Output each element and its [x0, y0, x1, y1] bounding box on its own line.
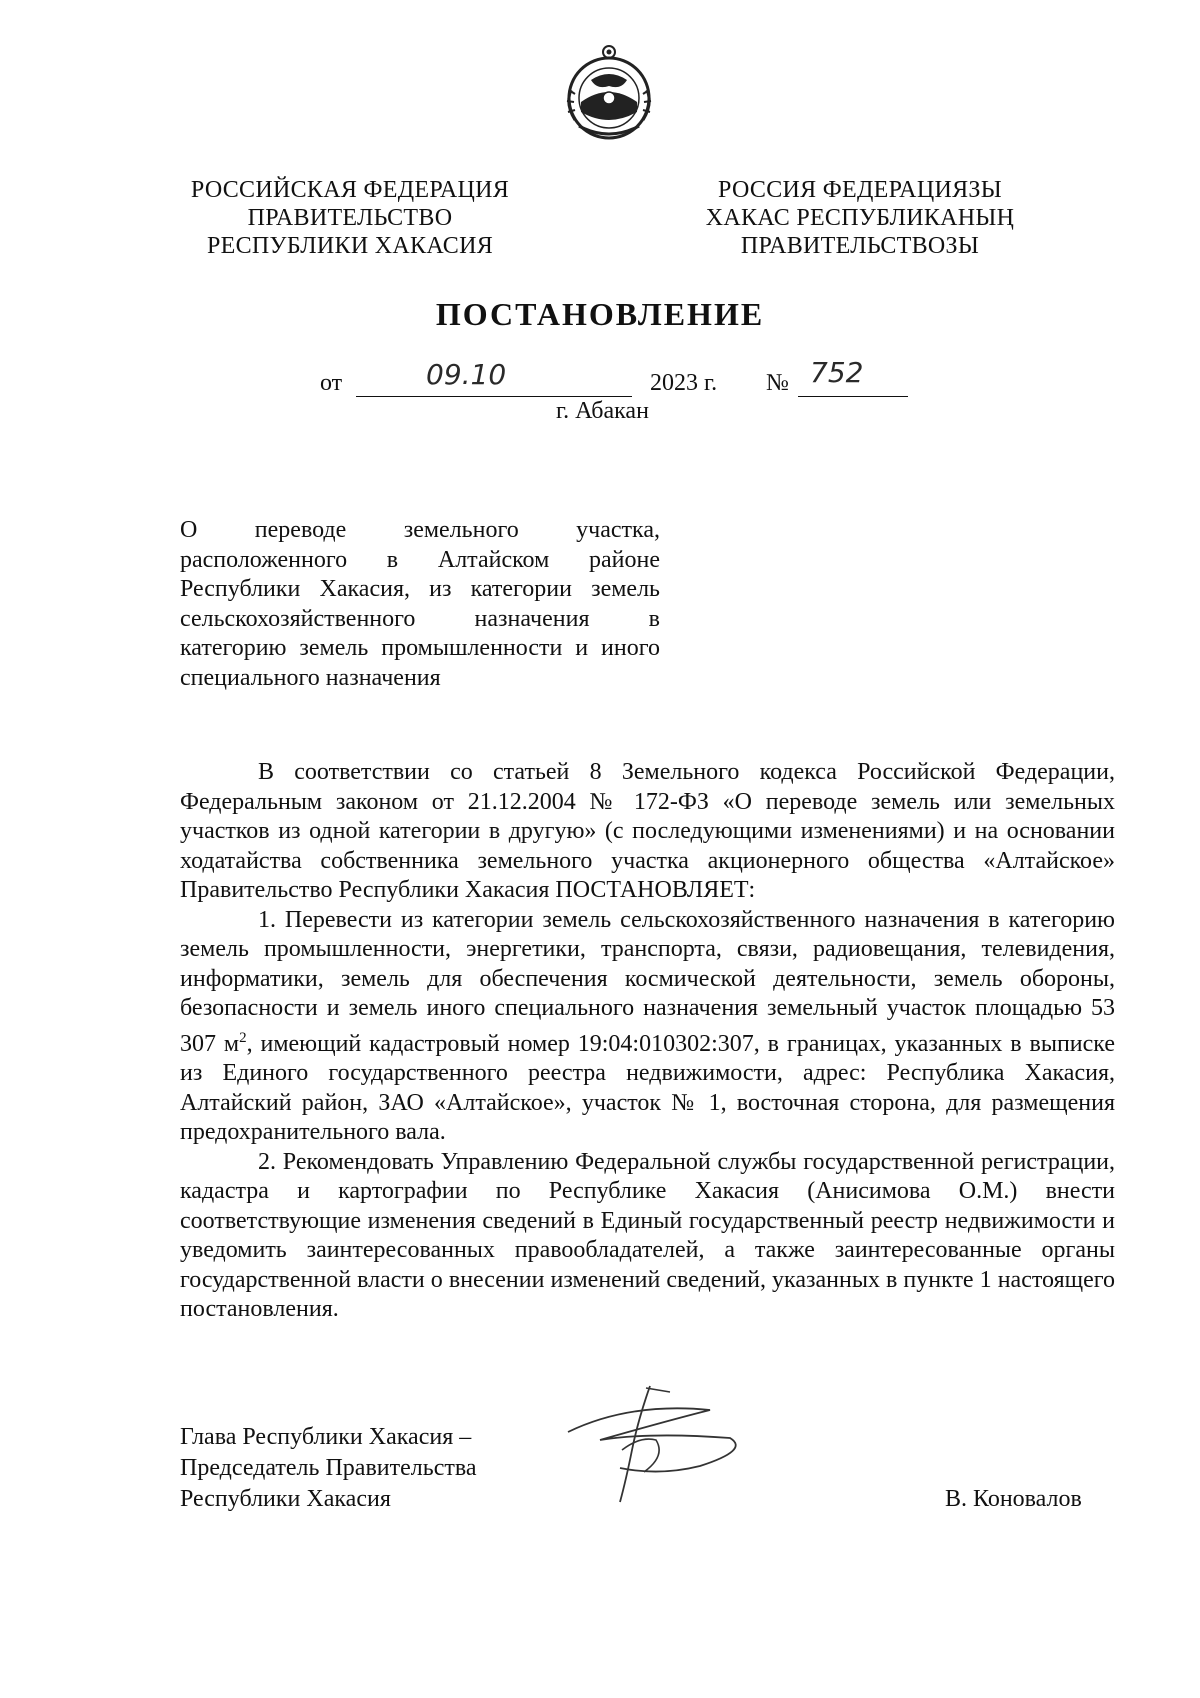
- paragraph-2-text-b: , имеющий кадастровый номер 19:04:010302:307, в границах, указанных в выписке из Единого государственного реестра недвижимости, адрес: Республика Хакасия, Алтайский район, ЗАО «Алтайское», участок № 1, восточная сторона, для размещения предохранительного вала.: [180, 1030, 1116, 1145]
- body-paragraph-2: [180, 906, 1115, 1148]
- header-right-line-1: РОССИЯ ФЕДЕРАЦИЯЗЫ: [718, 177, 1002, 203]
- header-left-line-1: РОССИЙСКАЯ ФЕДЕРАЦИЯ: [190, 177, 510, 203]
- document-body: [180, 758, 1115, 1325]
- signatory-title-line-2: Председатель Правительства: [180, 1455, 477, 1481]
- header-right-line-3: ПРАВИТЕЛЬСТВОЗЫ: [740, 233, 980, 259]
- city: г. Абакан: [556, 398, 649, 424]
- signatory-title-line-3: Республики Хакасия: [180, 1486, 391, 1512]
- handwritten-date: 09.10: [426, 358, 507, 391]
- document-title: ПОСТАНОВЛЕНИЕ: [435, 296, 765, 332]
- body-paragraph-1: В соответствии со статьей 8 Земельного кодекса Российской Федерации, Федеральным законом от 21.12.2004 № 172-ФЗ «О переводе земель или земельных участков из одной категории в другую» (с последующими изменениями) и на основании ходатайства собственника земельного участка акционерного общества «Алтайское» Правительство Республики Хакасия ПОСТАНОВЛЯЕТ:: [180, 759, 1115, 903]
- date-prefix: от: [320, 370, 343, 396]
- body-paragraph-3: 2. Рекомендовать Управлению Федеральной службы государственной регистрации, кадастра и картографии по Республике Хакасия (Анисимова О.М.) внести соответствующие изменения сведений в Единый государственный реестр недвижимости и уведомить заинтересованных правообладателей, а также заинтересованные органы государственной власти о внесении изменений сведений, указанных в пункте 1 настоящего постановления.: [180, 1148, 1115, 1322]
- document-subject: О переводе земельного участка, расположенного в Алтайском районе Республики Хакасия, из категории земель сельскохозяйственного назначения в категорию земель промышленности и иного специального назначения: [180, 517, 660, 691]
- date-underline: [356, 396, 632, 397]
- header-left: [180, 176, 520, 260]
- signatory-title-line-1: Глава Республики Хакасия –: [180, 1424, 472, 1450]
- header-left-line-3: РЕСПУБЛИКИ ХАКАСИЯ: [206, 233, 494, 259]
- number-underline: [798, 396, 908, 397]
- date-year: 2023 г.: [650, 370, 718, 396]
- handwritten-number: 752: [810, 356, 864, 389]
- signatory-name: В. Коновалов: [945, 1486, 1082, 1512]
- handwritten-signature: [560, 1380, 760, 1510]
- header-left-line-2: ПРАВИТЕЛЬСТВО: [247, 205, 453, 231]
- number-label: №: [766, 370, 789, 396]
- header-right-line-2: ХАКАС РЕСПУБЛИКАНЫҢ: [705, 205, 1015, 231]
- area-unit-superscript: 2: [239, 1029, 247, 1046]
- signatory-title: [180, 1422, 477, 1515]
- coat-of-arms-icon: [561, 40, 657, 144]
- header-right: [690, 176, 1030, 260]
- paragraph-2-text-a: 1. Перевести из категории земель сельскохозяйственного назначения в категорию земель промышленности, энергетики, транспорта, связи, радиовещания, телевидения, информатики, земель для обеспечения космической деятельности, земель обороны, безопасности и земель иного специального назначения земельный участок площадью 53 307 м: [180, 906, 1115, 1057]
- date-line: [320, 356, 940, 398]
